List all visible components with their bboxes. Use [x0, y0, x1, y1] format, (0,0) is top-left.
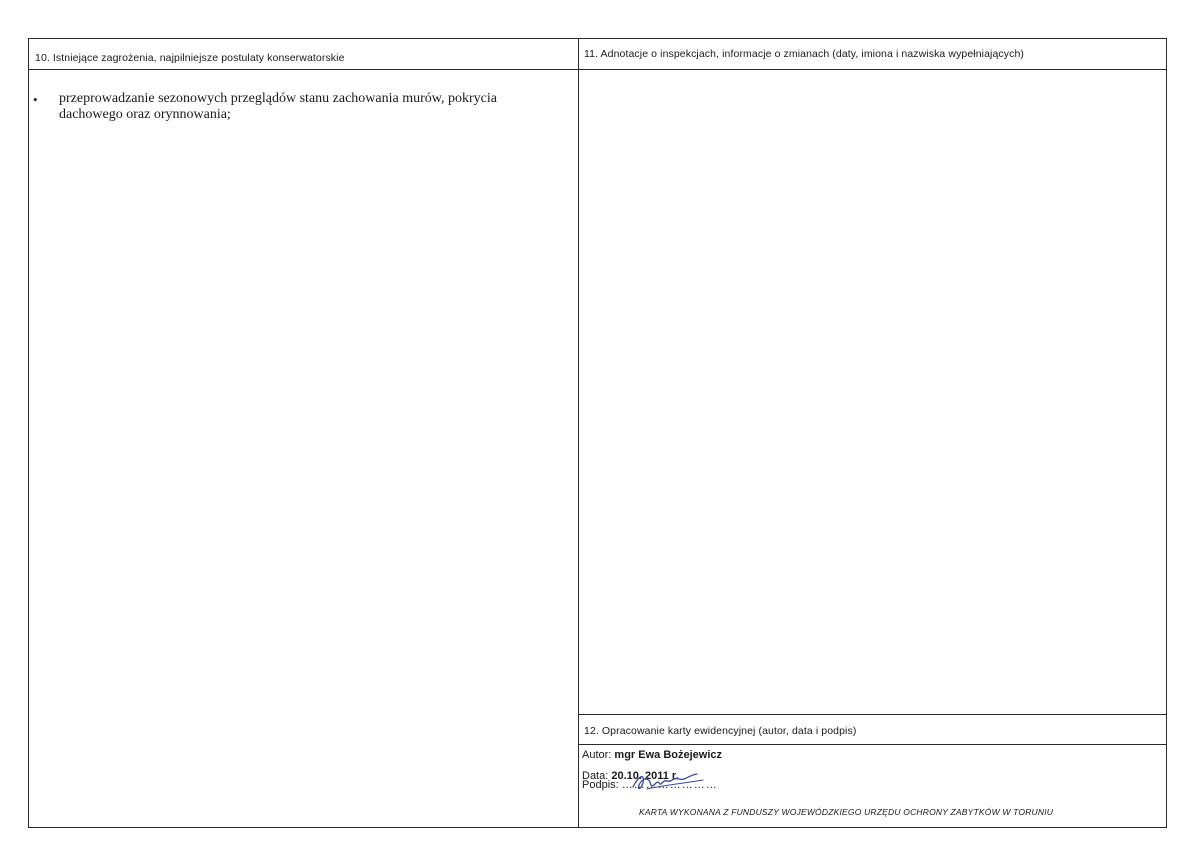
section12-top-divider	[578, 714, 1166, 715]
header-row-divider	[29, 69, 1166, 70]
bullet-icon: •	[33, 92, 38, 107]
signature-dots: ……………………	[621, 779, 718, 791]
author-label: Autor:	[582, 749, 612, 761]
section12-header: 12. Opracowanie karty ewidencyjnej (autor, data i podpis)	[584, 725, 857, 737]
funding-footer-note: KARTA WYKONANA Z FUNDUSZY WOJEWÓDZKIEGO URZĘDU OCHRONY ZABYTKÓW W TORUNIU	[639, 807, 1054, 817]
record-card-sheet	[28, 38, 1167, 828]
date-value: 20.10. 2011 r.	[611, 770, 679, 782]
section10-header: 10. Istniejące zagrożenia, najpilniejsze postulaty konserwatorskie	[35, 52, 345, 64]
author-value: mgr Ewa Bożejewicz	[614, 749, 723, 761]
section11-header: 11. Adnotacje o inspekcjach, informacje o zmianach (daty, imiona i nazwiska wypełniających)	[584, 48, 1025, 60]
author-line	[582, 749, 722, 761]
handwritten-signature-icon	[629, 771, 709, 793]
section10-bullet-text: przeprowadzanie sezonowych przeglądów stanu zachowania murów, pokrycia dachowego oraz orynnowania;	[59, 91, 497, 122]
signature-line	[582, 779, 718, 791]
column-divider	[578, 39, 579, 827]
date-label: Data:	[582, 770, 609, 782]
signature-label: Podpis:	[582, 779, 619, 791]
section12-header-divider	[578, 744, 1166, 745]
